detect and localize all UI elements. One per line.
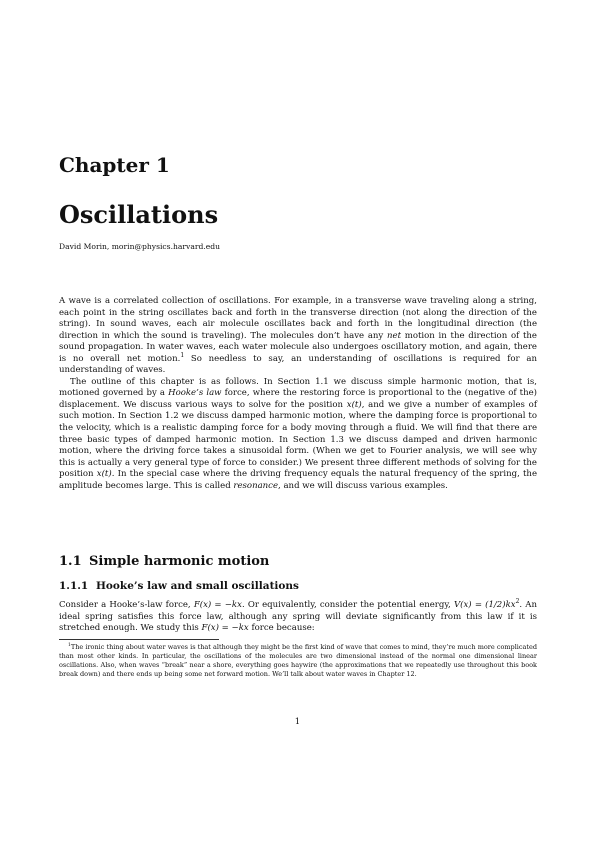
text: . An ideal spring satisfies this force law, although any spring will deviate significantly from this law if it is stretched enough. We study this	[59, 600, 537, 634]
text: motion in the direction of the sound propagation. In water waves, each water molecule also undergoes oscillatory motion, and again, there is no overall net motion.	[59, 330, 537, 364]
text: So needless to say, an understanding of oscillations is required for an understanding of waves.	[59, 353, 537, 376]
text: . In the special case where the driving frequency equals the natural frequency of the spring, the amplitude becomes large. This is called	[59, 469, 537, 491]
subsection-heading	[59, 580, 299, 592]
text: force because:	[248, 623, 315, 634]
intro-text	[59, 296, 537, 492]
text: . Or equivalently, consider the potential energy,	[241, 600, 454, 610]
chapter-label: Chapter 1	[59, 153, 170, 177]
chapter-title: Oscillations	[59, 200, 219, 229]
superscript: 2	[515, 598, 520, 606]
footnote-mark: 1	[180, 351, 185, 359]
section-title: Simple harmonic motion	[89, 554, 270, 569]
math: V(x) = (1/2)kx	[453, 600, 516, 610]
subsection-title: Hooke’s law and small oscillations	[96, 580, 299, 592]
emphasis: resonance	[233, 480, 279, 491]
text: The outline of this chapter is as follows. In Section 1.1 we discuss simple harmonic motion, that is, motioned governed by a	[59, 376, 537, 399]
subsection-number: 1.1.1	[59, 580, 89, 592]
section-heading	[59, 554, 269, 569]
section-number: 1.1	[59, 554, 82, 569]
section-text	[59, 600, 537, 635]
math: x(t)	[346, 399, 362, 410]
math: F(x) = −kx	[193, 600, 242, 610]
paragraph-1	[59, 296, 537, 377]
paragraph-2	[59, 377, 537, 492]
text: Consider a Hooke’s-law force,	[59, 600, 194, 610]
footnote-rule	[59, 639, 219, 640]
emphasis: Hooke’s law	[168, 388, 222, 399]
text: , and we give a number of examples of such motion. In Section 1.2 we discuss damped harmonic motion, where the damping force is proportional to the velocity, which is a realistic damping force for a body moving through a fluid. We will find that there are three basic types of damped harmonic motion. In Section 1.3 we discuss damped and driven harmonic motion, where the driving force takes a sinusoidal form. (When we get to Fourier analysis, we will see why this is actually a very general type of force to consider.) We present three different methods of solving for the position	[59, 399, 537, 480]
page-number: 1	[294, 717, 301, 727]
math: x(t)	[96, 469, 112, 480]
emphasis: net	[387, 330, 401, 341]
footnote	[59, 643, 537, 679]
footnote-mark: 1	[68, 642, 71, 648]
paragraph-3	[59, 600, 537, 635]
math: F(x) = −kx	[201, 623, 249, 634]
text: The ironic thing about water waves is that although they might be the first kind of wave that comes to mind, they’re much more complicated than most other kinds. In particular, the oscillations of the molecules are two dimensional instead of the normal one dimensional linear oscillations. Also, when waves “break” near a shore, everything goes haywire (the approximations that we repeatedly use throughout this book break down) and there ends up being some net forward motion. We’ll talk about water waves in Chapter 12.	[59, 643, 537, 679]
text: , and we will discuss various examples.	[278, 480, 448, 491]
author-line: David Morin, morin@physics.harvard.edu	[59, 242, 220, 251]
text: force, where the restoring force is proportional to the (negative of the) displacement. We discuss various ways to solve for the position	[59, 388, 538, 410]
footnote-text	[59, 643, 537, 679]
text: A wave is a correlated collection of oscillations. For example, in a transverse wave traveling along a string, each point in the string oscillates back and forth in the transverse direction (not along the direction of the string). In sound waves, each air molecule oscillates back and forth in the longitudinal direction (the direction in which the sound is traveling). The molecules don’t have any	[59, 296, 537, 341]
